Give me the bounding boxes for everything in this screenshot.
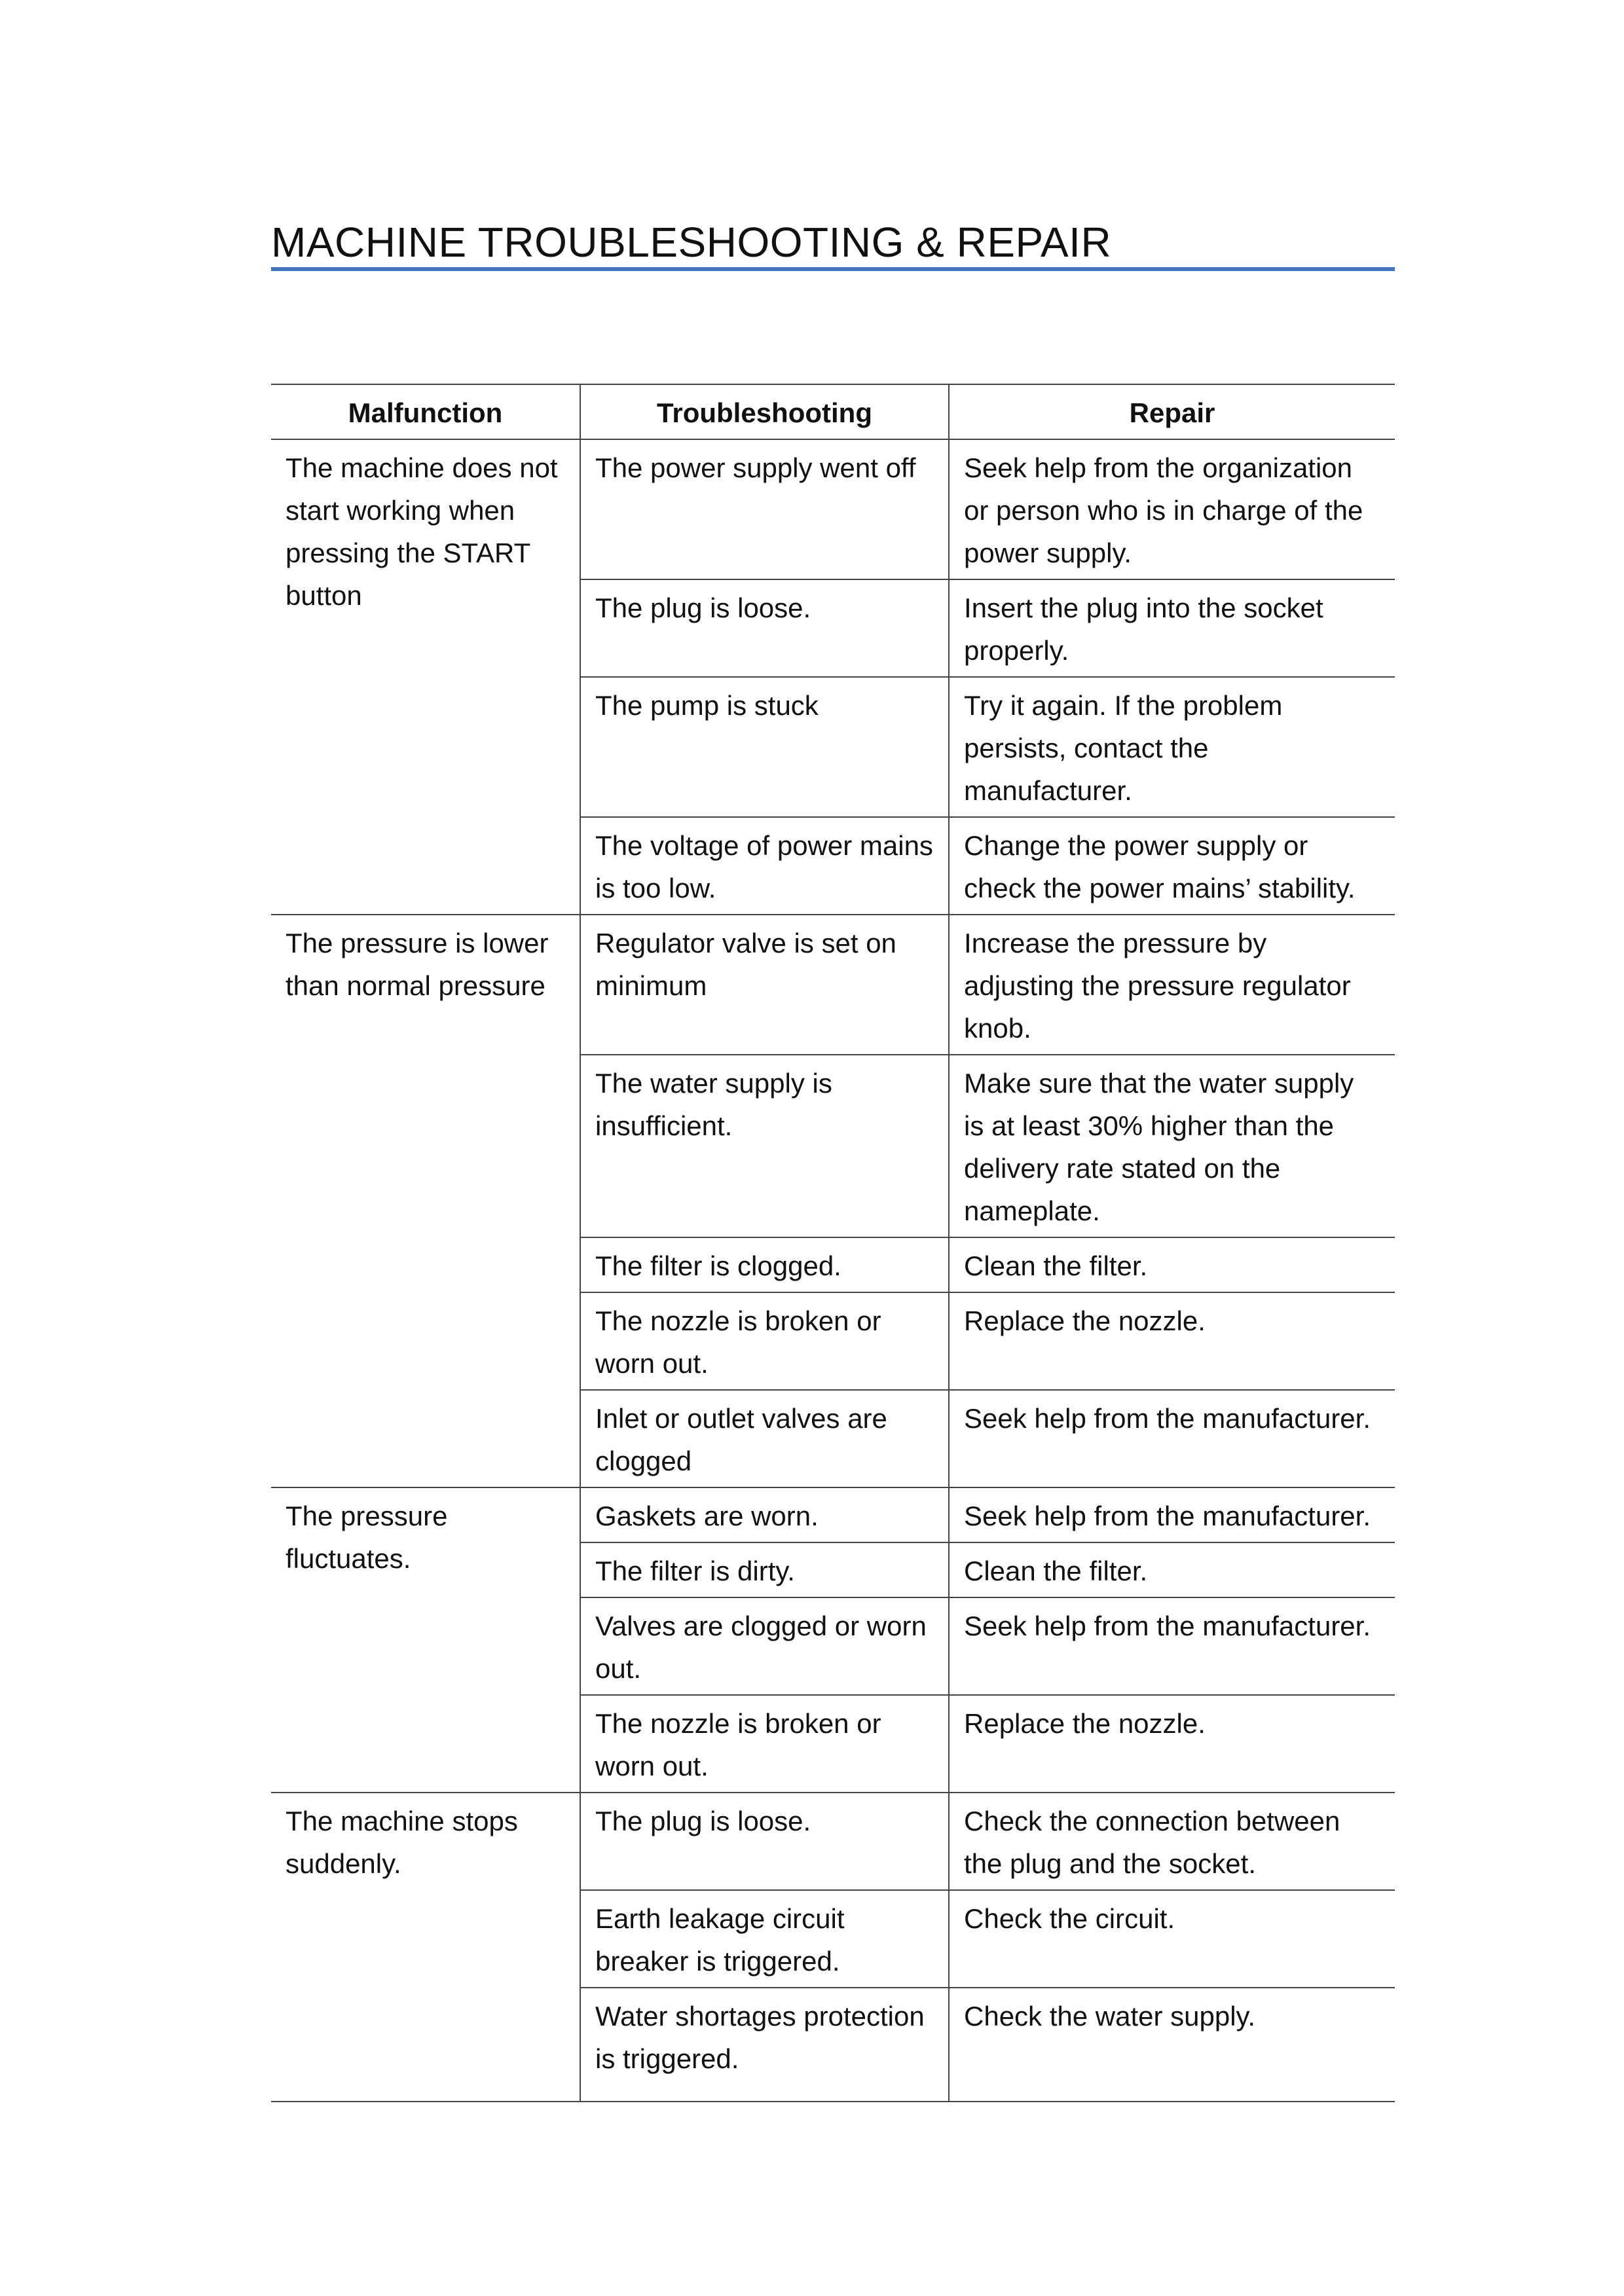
troubleshooting-cell: Regulator valve is set on minimum xyxy=(580,915,949,1055)
repair-cell: Seek help from the manufacturer. xyxy=(949,1487,1395,1542)
page-title: MACHINE TROUBLESHOOTING & REPAIR xyxy=(271,219,1112,266)
table-row xyxy=(271,1793,1395,1890)
troubleshooting-cell: The nozzle is broken or worn out. xyxy=(580,1695,949,1793)
malfunction-cell: The pressure fluctuates. xyxy=(271,1487,580,1793)
repair-cell: Try it again. If the problem persists, contact the manufacturer. xyxy=(949,677,1395,817)
repair-cell: Make sure that the water supply is at least 30% higher than the delivery rate stated on the nameplate. xyxy=(949,1055,1395,1237)
table-row xyxy=(271,915,1395,1055)
repair-cell: Replace the nozzle. xyxy=(949,1292,1395,1390)
repair-cell: Clean the filter. xyxy=(949,1237,1395,1292)
table-row xyxy=(271,439,1395,579)
troubleshooting-cell: The filter is dirty. xyxy=(580,1542,949,1597)
repair-cell: Seek help from the manufacturer. xyxy=(949,1597,1395,1695)
troubleshooting-cell: The plug is loose. xyxy=(580,579,949,677)
malfunction-cell: The pressure is lower than normal pressure xyxy=(271,915,580,1487)
header-troubleshooting: Troubleshooting xyxy=(580,384,949,439)
troubleshooting-cell: The plug is loose. xyxy=(580,1793,949,1890)
repair-cell: Clean the filter. xyxy=(949,1542,1395,1597)
troubleshooting-cell: The nozzle is broken or worn out. xyxy=(580,1292,949,1390)
troubleshooting-cell: Valves are clogged or worn out. xyxy=(580,1597,949,1695)
title-underline xyxy=(271,267,1395,271)
malfunction-cell: The machine stops suddenly. xyxy=(271,1793,580,2102)
header-malfunction: Malfunction xyxy=(271,384,580,439)
troubleshooting-cell: The power supply went off xyxy=(580,439,949,579)
troubleshooting-table xyxy=(271,384,1395,2102)
troubleshooting-cell: The water supply is insufficient. xyxy=(580,1055,949,1237)
troubleshooting-cell: The filter is clogged. xyxy=(580,1237,949,1292)
repair-cell: Increase the pressure by adjusting the pressure regulator knob. xyxy=(949,915,1395,1055)
repair-cell: Seek help from the manufacturer. xyxy=(949,1390,1395,1487)
troubleshooting-cell: Gaskets are worn. xyxy=(580,1487,949,1542)
repair-cell: Check the water supply. xyxy=(949,1988,1395,2102)
repair-cell: Insert the plug into the socket properly. xyxy=(949,579,1395,677)
repair-cell: Change the power supply or check the power mains’ stability. xyxy=(949,817,1395,915)
troubleshooting-cell: The pump is stuck xyxy=(580,677,949,817)
table-header-row xyxy=(271,384,1395,439)
table-row xyxy=(271,1487,1395,1542)
repair-cell: Seek help from the organization or person who is in charge of the power supply. xyxy=(949,439,1395,579)
troubleshooting-cell: The voltage of power mains is too low. xyxy=(580,817,949,915)
malfunction-cell: The machine does not start working when pressing the START button xyxy=(271,439,580,915)
troubleshooting-cell: Water shortages protection is triggered. xyxy=(580,1988,949,2102)
repair-cell: Check the circuit. xyxy=(949,1890,1395,1988)
header-repair: Repair xyxy=(949,384,1395,439)
repair-cell: Check the connection between the plug and the socket. xyxy=(949,1793,1395,1890)
troubleshooting-cell: Inlet or outlet valves are clogged xyxy=(580,1390,949,1487)
troubleshooting-cell: Earth leakage circuit breaker is triggered. xyxy=(580,1890,949,1988)
repair-cell: Replace the nozzle. xyxy=(949,1695,1395,1793)
